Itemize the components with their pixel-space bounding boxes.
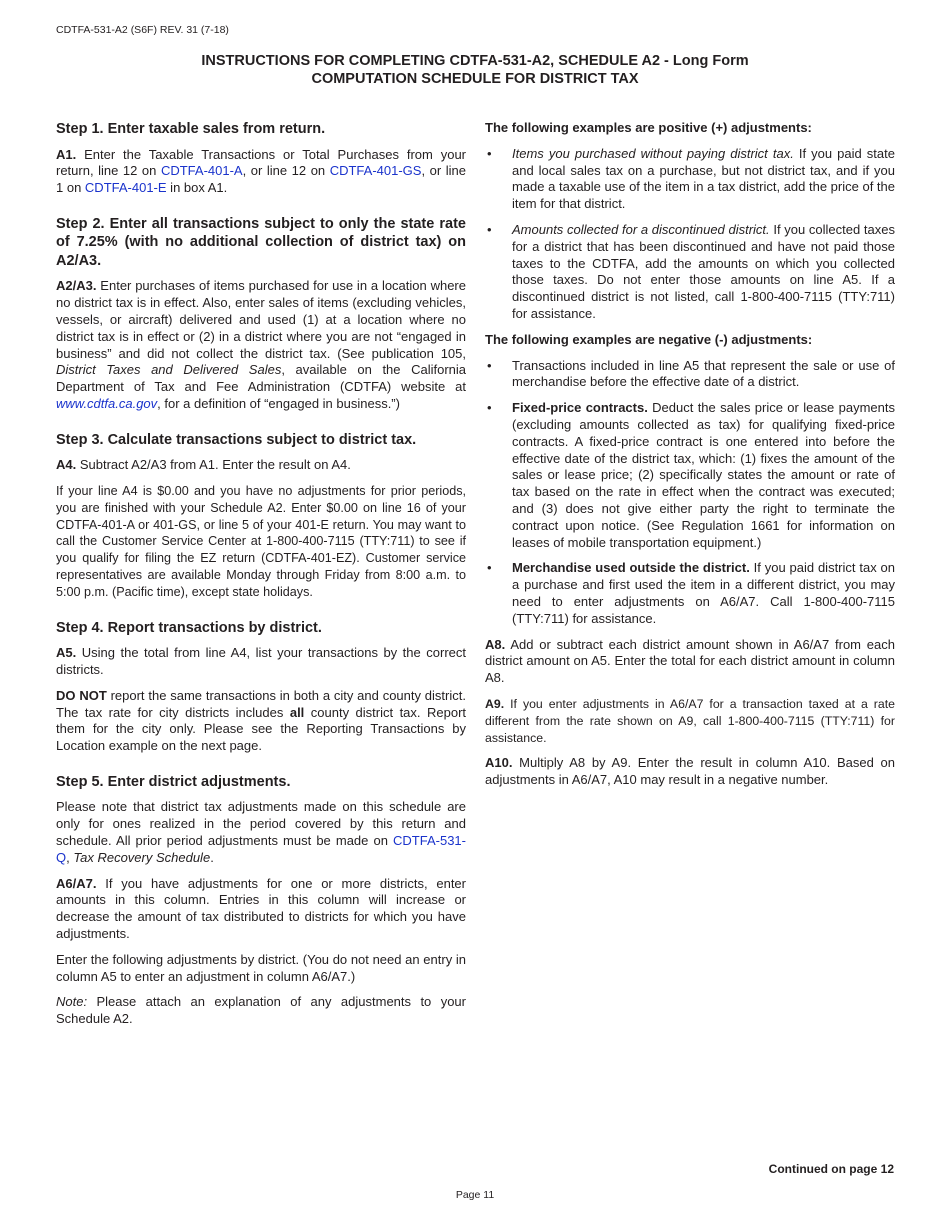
step5-text-1: Please note that district tax adjustments made on this schedule are only for ones realized in the period covered by this return and schedule. All prior period adjustments must be made on bbox=[56, 799, 466, 849]
a5-paragraph bbox=[56, 645, 466, 679]
cdtfa-531-q-link[interactable]: CDTFA-531-Q bbox=[56, 833, 466, 865]
step-3-section bbox=[56, 431, 466, 601]
step-3-heading: Step 3. Calculate transactions subject to district tax. bbox=[56, 431, 417, 448]
step-1-heading: Step 1. Enter taxable sales from return. bbox=[56, 121, 326, 137]
a1-text-2: , or line 12 on bbox=[242, 163, 330, 179]
do-not-text-2: county district tax. Report them for the city only. Please see the Reporting Transactions by Location example on the next page. bbox=[56, 704, 467, 754]
left-column bbox=[56, 120, 466, 1046]
a8-label: A8. bbox=[485, 636, 506, 652]
a5-label: A5. bbox=[56, 645, 77, 661]
zero-a4-paragraph: If your line A4 is $0.00 and you have no adjustments for prior periods, you are finished with your Schedule A2. Enter $0.00 on line 16 of your CDTFA-401-A or 401-GS, or line 5 of your 401-E return. You may want to call the Customer Service Center at 1-800-400-7115 (TTY:711) to see if you qualify for filing the EZ return (CDTFA-401-EZ). Customer service representatives are available Monday through Friday from 8:00 a.m. to 5:00 p.m. (Pacific time), except state holidays. bbox=[56, 484, 466, 599]
step5-text-3: . bbox=[210, 849, 214, 865]
positive-adjustments-heading: The following examples are positive (+) adjustments: bbox=[485, 120, 812, 135]
bullet-icon: • bbox=[487, 560, 492, 576]
a6-a7-paragraph bbox=[56, 876, 466, 943]
a9-label: A9. bbox=[485, 696, 505, 711]
a10-label: A10. bbox=[485, 755, 513, 771]
do-not-text-1: report the same transactions in both a city and county district. The tax rate for city districts includes bbox=[56, 687, 466, 720]
title-line-1: INSTRUCTIONS FOR COMPLETING CDTFA-531-A2, SCHEDULE A2 - Long Form bbox=[201, 53, 749, 69]
a1-label: A1. bbox=[56, 146, 77, 162]
positive-bullet-1-text: If you paid state and local sales tax on a purchase, but not district tax, and if you made a taxable use of the item in a tax district, add the price of the item for that district. bbox=[512, 145, 895, 212]
a1-text-4: in box A1. bbox=[166, 180, 228, 196]
title-line-2: COMPUTATION SCHEDULE FOR DISTRICT TAX bbox=[311, 71, 639, 87]
all-emphasis: all bbox=[289, 704, 305, 720]
a2-a3-text-3: , for a definition of “engaged in business.”) bbox=[157, 395, 400, 411]
a1-text-3: , or line 1 on bbox=[56, 163, 466, 196]
negative-bullet-2-text: Deduct the sales price or lease payments (excluding amounts collected as tax) for qualifying fixed-price contracts. A fixed-price contract is one entered into before the effective date of the district tax, which: (1) fixes the amount of the sales or lease price; (2) specifically states the amount or rate of tax based on the rate in effect when the contract was executed; and (3) does not give either party the right to terminate the contract upon notice. (See Regulation 1661 for information on leases of mobile transportation equipment.) bbox=[512, 400, 895, 550]
a4-paragraph bbox=[56, 457, 466, 474]
a2-a3-text-2: , available on the California Department of Tax and Fee Administration (CDTFA) website at bbox=[56, 362, 466, 395]
website-link[interactable]: www.cdtfa.ca.gov bbox=[56, 395, 158, 411]
a2-a3-paragraph bbox=[56, 278, 466, 412]
step-5-section bbox=[56, 773, 466, 1028]
step-2-heading: Step 2. Enter all transactions subject to only the state rate of 7.25% (with no additional collection of district tax) on A2/A3. bbox=[56, 215, 466, 269]
a4-text: Subtract A2/A3 from A1. Enter the result on A4. bbox=[76, 457, 351, 473]
a5-text: Using the total from line A4, list your transactions by the correct districts. bbox=[56, 645, 466, 677]
a9-text: If you enter adjustments in A6/A7 for a transaction taxed at a rate different from the rate shown on A9, call 1-800-400-7115 (TTY:711) for assistance. bbox=[485, 696, 895, 745]
bullet-icon: • bbox=[487, 400, 492, 416]
bullet-icon: • bbox=[487, 357, 492, 373]
publication-title: District Taxes and Delivered Sales bbox=[56, 362, 282, 378]
negative-bullet-3 bbox=[485, 560, 895, 627]
cdtfa-401-e-link[interactable]: CDTFA-401-E bbox=[84, 180, 167, 196]
negative-bullet-2-title: Fixed-price contracts. bbox=[512, 400, 648, 416]
a6-a7-label: A6/A7. bbox=[56, 875, 97, 891]
step-5-heading: Step 5. Enter district adjustments. bbox=[56, 773, 291, 790]
a8-paragraph bbox=[485, 637, 895, 687]
a2-a3-text-1: Enter purchases of items purchased for use in a location where no district tax is in effect. Also, enter sales of items (excluding vehicles, vessels, or aircraft) delivered and used (1) at a location where no district tax is in effect or (2) in a district where you are not “engaged in business” and did not collect the district tax. (See publication 105, bbox=[56, 278, 466, 361]
adjustments-note-paragraph bbox=[56, 799, 466, 866]
a9-paragraph bbox=[485, 696, 895, 746]
continued-note: Continued on page 12 bbox=[768, 1162, 894, 1176]
positive-bullet-2 bbox=[485, 222, 895, 323]
page-title bbox=[0, 52, 950, 88]
negative-adjustments-heading: The following examples are negative (-) adjustments: bbox=[485, 331, 813, 347]
negative-bullet-2 bbox=[485, 400, 895, 551]
a10-paragraph bbox=[485, 755, 895, 789]
step-1-section bbox=[56, 120, 466, 197]
negative-bullet-3-title: Merchandise used outside the district. bbox=[512, 560, 750, 576]
right-column bbox=[485, 120, 895, 798]
step5-text-2: , bbox=[66, 849, 74, 865]
bullet-icon: • bbox=[487, 221, 492, 237]
a4-label: A4. bbox=[56, 457, 77, 473]
do-not-paragraph bbox=[56, 688, 466, 755]
step-2-section bbox=[56, 215, 466, 413]
page-number: Page 11 bbox=[455, 1189, 495, 1201]
positive-bullet-2-text: If you collected taxes for a district that has been discontinued and have not paid those taxes to the CDTFA, add the amounts on which you collected those taxes. Do not enter those amounts on line A5. If a discontinued district is not listed, call 1-800-400-7115 (TTY:711) for assistance. bbox=[512, 221, 895, 321]
negative-bullet-1-text: Transactions included in line A5 that represent the sale or use of merchandise before the effective date of a district. bbox=[512, 357, 895, 390]
tax-recovery-schedule-title: Tax Recovery Schedule bbox=[73, 849, 211, 865]
negative-bullet-1 bbox=[485, 358, 895, 392]
positive-bullet-1-title: Items you purchased without paying district tax. bbox=[512, 145, 794, 161]
cdtfa-401-gs-link[interactable]: CDTFA-401-GS bbox=[329, 163, 422, 179]
a2-a3-label: A2/A3. bbox=[56, 278, 97, 294]
negative-bullet-3-text: If you paid district tax on a purchase and first used the item in a different district, you may need to enter adjustments on A6/A7. Call 1-800-400-7115 (TTY:711) for assistance. bbox=[512, 560, 895, 626]
a6-a7-text: If you have adjustments for one or more districts, enter amounts in this column. Entries in this column will increase or decrease the amount of tax distributed to districts for which you have adjustments. bbox=[56, 875, 466, 941]
positive-bullet-2-title: Amounts collected for a discontinued district. bbox=[512, 221, 770, 237]
bullet-icon: • bbox=[487, 145, 492, 161]
form-id: CDTFA-531-A2 (S6F) REV. 31 (7-18) bbox=[56, 24, 229, 36]
attach-note-paragraph bbox=[56, 994, 466, 1028]
a1-paragraph bbox=[56, 147, 466, 197]
a8-text: Add or subtract each district amount shown in A6/A7 from each district amount on A5. Enter the total for each district amount in column A8. bbox=[485, 636, 895, 686]
step-4-heading: Step 4. Report transactions by district. bbox=[56, 619, 322, 636]
a1-text-1: Enter the Taxable Transactions or Total Purchases from your return, line 12 on bbox=[56, 146, 466, 179]
adjustments-by-district-paragraph: Enter the following adjustments by district. (You do not need an entry in column A5 to enter an adjustment in column A6/A7.) bbox=[56, 951, 466, 984]
do-not-label: DO NOT bbox=[56, 687, 107, 703]
note-text: Please attach an explanation of any adjustments to your Schedule A2. bbox=[56, 994, 466, 1027]
note-label: Note: bbox=[56, 994, 88, 1010]
a10-text: Multiply A8 by A9. Enter the result in column A10. Based on adjustments in A6/A7, A10 may result in a negative number. bbox=[485, 755, 895, 788]
step-4-section bbox=[56, 619, 466, 755]
cdtfa-401-a-link[interactable]: CDTFA-401-A bbox=[160, 163, 243, 179]
positive-bullet-1 bbox=[485, 146, 895, 213]
